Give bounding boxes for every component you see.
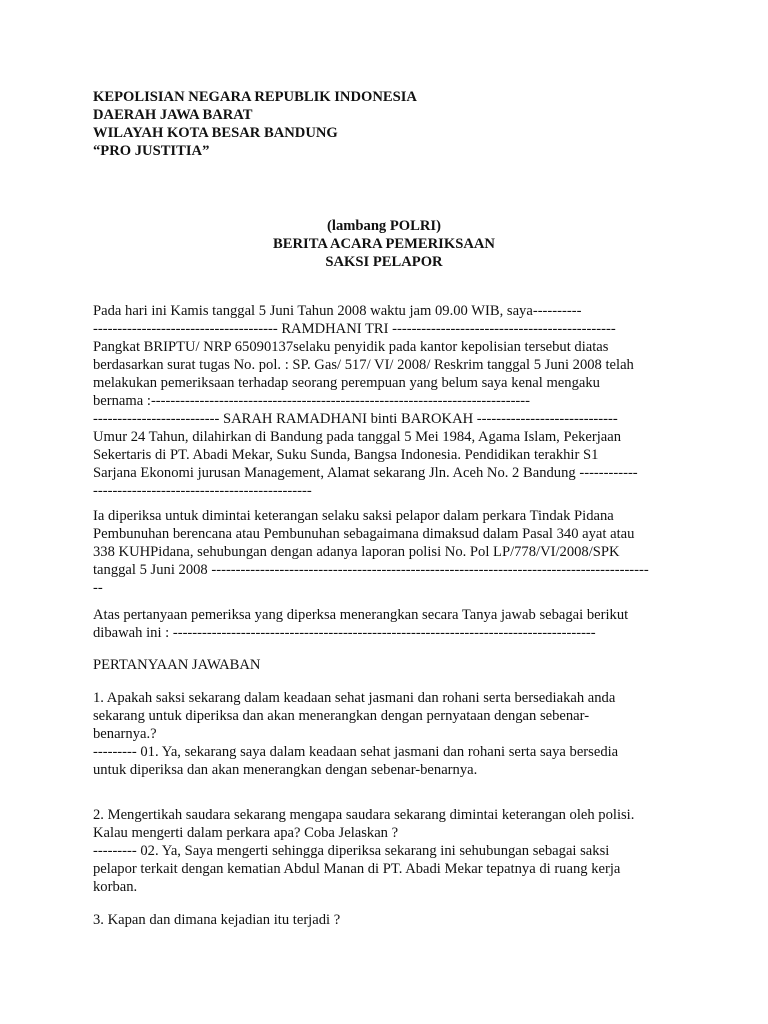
paragraph-1-line: Pada hari ini Kamis tanggal 5 Juni Tahun 2008 waktu jam 09.00 WIB, saya---------- xyxy=(93,303,582,319)
paragraph-2-line: tanggal 5 Juni 2008 ------------------------------------------------------------------------------------------ xyxy=(93,562,649,578)
header-line-pro-justitia: “PRO JUSTITIA” xyxy=(93,143,210,159)
paragraph-1-line: -------------------------- SARAH RAMADHANI binti BAROKAH ----------------------------- xyxy=(93,411,618,427)
header-line-region: DAERAH JAWA BARAT xyxy=(93,107,253,123)
answer-2-line: pelapor terkait dengan kematian Abdul Manan di PT. Abadi Mekar tepatnya di ruang kerja xyxy=(93,861,621,877)
qa-heading: PERTANYAAN JAWABAN xyxy=(93,657,261,673)
answer-1-line: untuk diperiksa dan akan menerangkan dengan sebenar-benarnya. xyxy=(93,762,478,778)
header-line-institution: KEPOLISIAN NEGARA REPUBLIK INDONESIA xyxy=(93,89,417,105)
answer-1-line: --------- 01. Ya, sekarang saya dalam keadaan sehat jasmani dan rohani serta saya bersedia xyxy=(93,744,619,760)
question-1-line: benarnya.? xyxy=(93,726,157,742)
question-2-line: 2. Mengertikah saudara sekarang mengapa saudara sekarang dimintai keterangan oleh polisi. xyxy=(93,807,635,823)
paragraph-1-line: Sekertaris di PT. Abadi Mekar, Suku Sunda, Bangsa Indonesia. Pendidikan terakhir S1 xyxy=(93,447,599,463)
document-title: BERITA ACARA PEMERIKSAAN xyxy=(273,236,495,252)
paragraph-1-line: --------------------------------------------- xyxy=(93,483,312,499)
paragraph-1-line: Sarjana Ekonomi jurusan Management, Alamat sekarang Jln. Aceh No. 2 Bandung ------------ xyxy=(93,465,638,481)
answer-2-line: korban. xyxy=(93,879,138,895)
emblem-caption: (lambang POLRI) xyxy=(327,218,441,234)
document-subtitle: SAKSI PELAPOR xyxy=(325,254,443,270)
answer-2-line: --------- 02. Ya, Saya mengerti sehingga diperiksa sekarang ini sehubungan sebagai saksi xyxy=(93,843,610,859)
question-2-line: Kalau mengerti dalam perkara apa? Coba Jelaskan ? xyxy=(93,825,399,841)
question-1-line: sekarang untuk diperiksa dan akan menerangkan dengan pernyataan dengan sebenar- xyxy=(93,708,590,724)
paragraph-1-line: bernama :------------------------------------------------------------------------------ xyxy=(93,393,531,409)
paragraph-1-line: -------------------------------------- RAMDHANI TRI ---------------------------------------------- xyxy=(93,321,616,337)
paragraph-2-line: -- xyxy=(93,580,103,596)
question-3-line: 3. Kapan dan dimana kejadian itu terjadi ? xyxy=(93,912,341,928)
header-line-area: WILAYAH KOTA BESAR BANDUNG xyxy=(93,125,338,141)
paragraph-2-line: 338 KUHPidana, sehubungan dengan adanya laporan polisi No. Pol LP/778/VI/2008/SPK xyxy=(93,544,620,560)
paragraph-2-line: Ia diperiksa untuk dimintai keterangan selaku saksi pelapor dalam perkara Tindak Pidana xyxy=(93,508,614,524)
paragraph-1-line: berdasarkan surat tugas No. pol. : SP. Gas/ 517/ VI/ 2008/ Reskrim tanggal 5 Juni 2008 telah xyxy=(93,357,634,373)
paragraph-1-line: Pangkat BRIPTU/ NRP 65090137selaku penyidik pada kantor kepolisian tersebut diatas xyxy=(93,339,609,355)
question-1-line: 1. Apakah saksi sekarang dalam keadaan sehat jasmani dan rohani serta bersediakah anda xyxy=(93,690,616,706)
paragraph-1-line: Umur 24 Tahun, dilahirkan di Bandung pada tanggal 5 Mei 1984, Agama Islam, Pekerjaan xyxy=(93,429,622,445)
paragraph-2-line: Pembunuhan berencana atau Pembunuhan sebagaimana dimaksud dalam Pasal 340 ayat atau xyxy=(93,526,635,542)
paragraph-1-line: melakukan pemeriksaan terhadap seorang perempuan yang belum saya kenal mengaku xyxy=(93,375,600,391)
paragraph-3-line: dibawah ini : --------------------------------------------------------------------------------------- xyxy=(93,625,596,641)
paragraph-3-line: Atas pertanyaan pemeriksa yang diperksa menerangkan secara Tanya jawab sebagai berikut xyxy=(93,607,629,623)
